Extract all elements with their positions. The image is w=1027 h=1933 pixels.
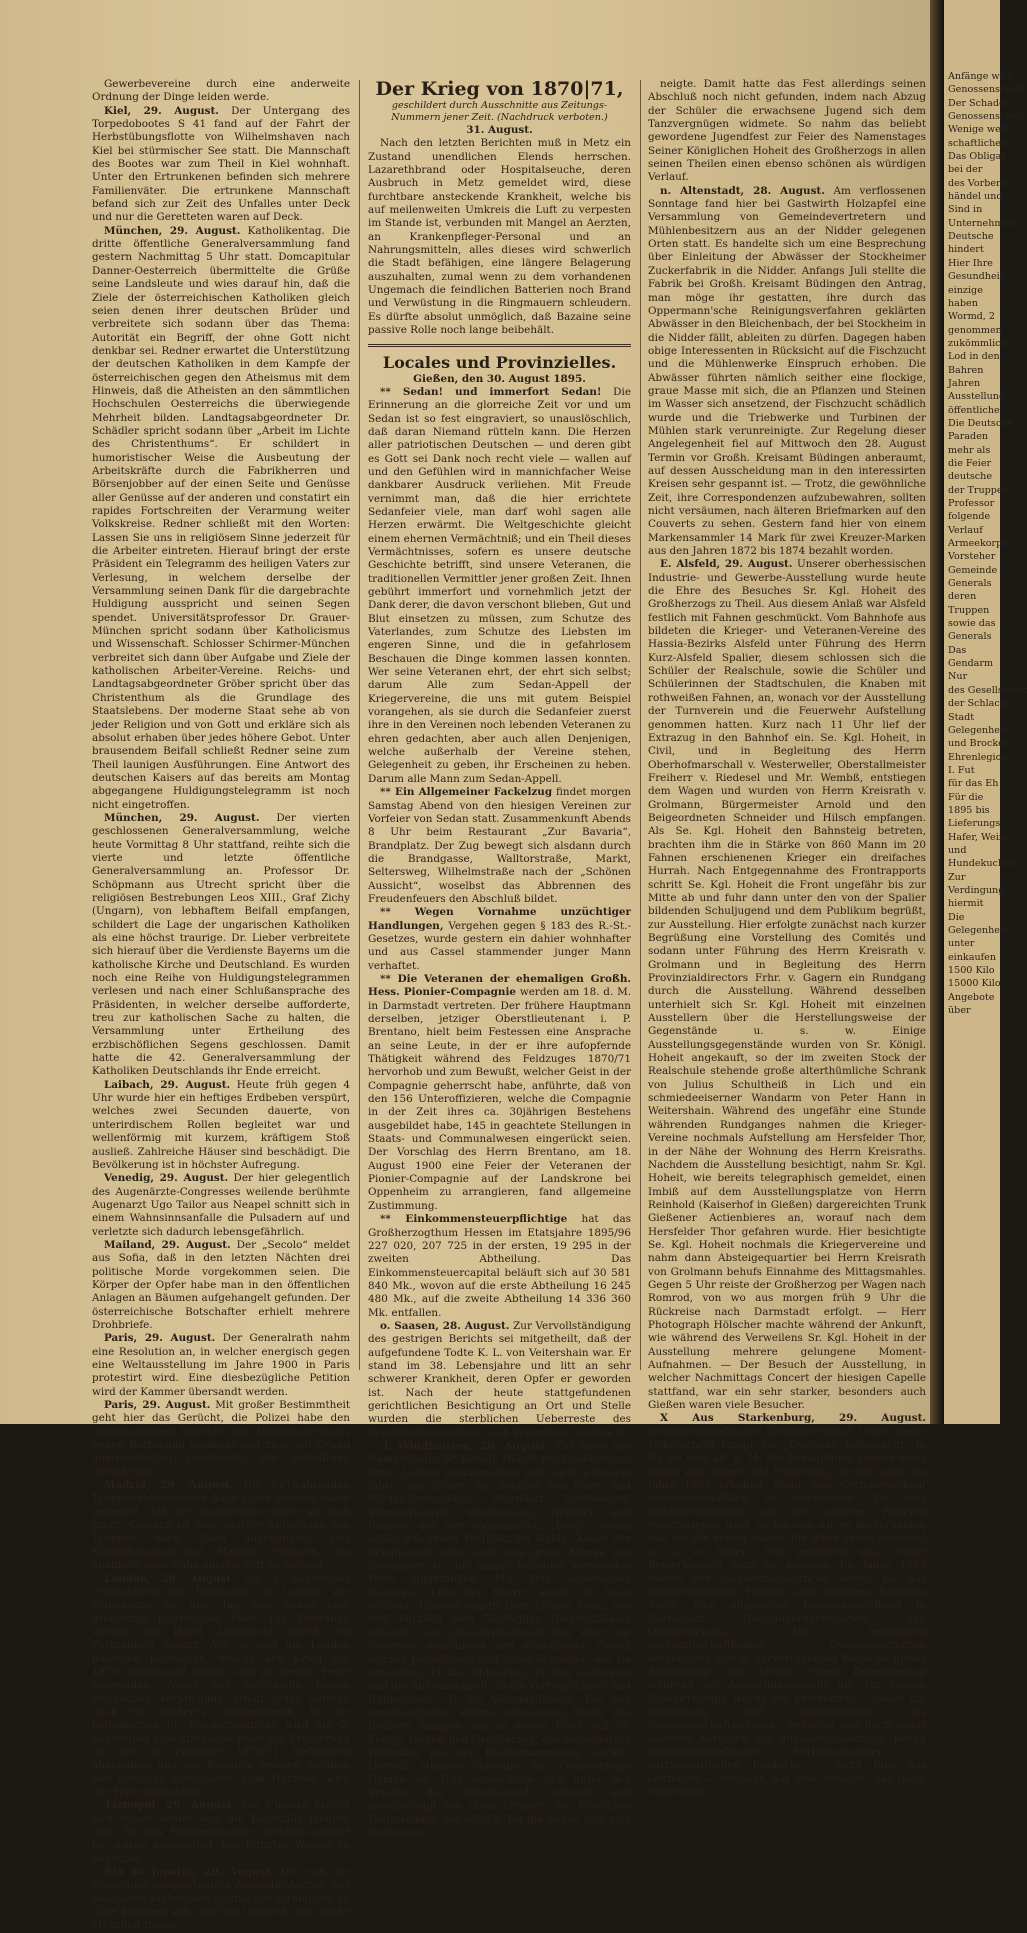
adjacent-page-fragment: folgende xyxy=(948,511,991,523)
article-text: findet morgen Samstag Abend von den hiesigen Vereinen zur Vorfeier von Sedan statt. Zusammenkunft Abends 8 Uhr beim Restaurant „Zur Bavaria“, Brandplatz. Der Zug bewegt sich alsdann durch die Brandgasse, Walltorstraße, Markt, Seltersweg, Wilhelmstraße nach der „Schönen Aussicht“, woselbst das Abbrennen des Freudenfeuers den Abschluß bildet. xyxy=(368,786,631,905)
adjacent-page-fragment: Generals xyxy=(948,578,992,590)
adjacent-page-fragment: Der Schaden xyxy=(948,97,1011,109)
article-text: Unserer oberhessischen Industrie- und Gewerbe-Ausstellung wurde heute die Ehre des Besuches Sr. Kgl. Hoheit des Großherzogs zu Theil. Aus diesem Anlaß war Alsfeld festlich mit Fahnen geschmückt. Vom Bahnhofe aus bildeten die Krieger- und Veteranen-Vereine des Hassia-Bezirks Alsfeld unter Führung des Herrn Kurz-Alsfeld Spalier, diesem schlossen sich die Schüler der Realschule, sowie die Schüler und Schülerinnen der Stadtschulen, die Knaben mit rothweißen Fahnen, an, wonach vor der Ausstellung der Turnverein und die Feuerwehr Aufstellung genommen hatten. Kurz nach 11 Uhr lief der Extrazug in den Bahnhof ein. Se. Kgl. Hoheit, in Civil, und in Begleitung des Herrn Oberhofmarschall v. Westerweller, Oberstallmeister Freiherr v. Riedesel und Mr. Wembß, entstiegen dem Wagen und wurden von Herrn Kreisrath v. Grolmann, Bürgermeister Arnold und den Beigeordneten Schneider und Hilsch empfangen. Als Se. Kgl. Hoheit den Bahnsteig betreten, brachten ihm die in Stärke von 860 Mann im 20 Fahnen erschienenen Krieger ein dreifaches Hurrah. Nach Entgegennahme des Frontrapports schritt Se. Kgl. Hoheit die Front ungefähr bis zur Mitte ab und fuhr dann unter den von der Spalier bildenden Schuljugend und dem Publikum begrüßt, zur Ausstellung. Hier erfolgte zunächst nach kurzer Begrüßung eine Vorstellung des Comités und sodann unter Führung des Herrn Kreisrath v. Grolmann und in Begleitung des Herrn Provinzialdirectors Frhr. v. Gagern ein Rundgang durch die Ausstellung. Während desselben unterhielt sich Sr. Kgl. Hoheit mit einzelnen Ausstellern über die Herstellungsweise der Gegenstände u. s. w. Einige Ausstellungsgegenstände wurden von Sr. Königl. Hoheit angekauft, so der im zweiten Stock der Realschule stehende große alterthümliche Schrank von Julius Schultheiß in Lich und ein schmiedeeiserner Wandarm von Peter Hann in Weitershain. Während des ungefähr eine Stunde währenden Rundganges nahmen die Krieger-Vereine nochmals Aufstellung am Hersfelder Thor, in der Nähe der Wohnung des Herrn Kreisraths. Nachdem die Ausstellung besichtigt, nahm Sr. Kgl. Hoheit, wie bereits telegraphisch gemeldet, einen Imbiß auf dem Ausstellungsplatze von Herrn Reinhold (Kaiserhof in Gießen) dargereichten Trunk Gießener Actienbieres an, worauf nach dem Hersfelder Thor gefahren wurde. Hier besichtigte Se. Kgl. Hoheit nochmals die Kriegervereine und nahm dann Absteigequartier bei Herrn Kreisrath von Grolmann behufs Einnahme des Mittagsmahles. Gegen 5 Uhr reiste der Großherzog per Wagen nach Romrod, von wo aus morgen früh 9 Uhr die Rückreise nach Darmstadt erfolgt. — Herr Photograph Hölscher machte während der Ankunft, wie während des Verweilens Sr. Kgl. Hoheit in der Ausstellung mehrere gelungene Moment-Aufnahmen. — Der Besuch der Ausstellung, in welcher Nachmittags Concert der hiesigen Capelle stattfand, war ein sehr starker, besonders auch Gießen waren viele Besucher. xyxy=(648,558,926,1412)
adjacent-page-fragment: des Gesellschaft xyxy=(948,684,1027,696)
news-article xyxy=(92,1866,350,1933)
adjacent-page-fragment: Zur xyxy=(948,871,966,883)
adjacent-page-fragment: Gelegenheit xyxy=(948,925,1007,936)
adjacent-page-fragment: sowie das xyxy=(948,618,996,630)
adjacent-page-fragment: Stadt xyxy=(948,711,975,723)
article-dateline: n. Altenstadt, 28. August. xyxy=(660,184,825,197)
article-text: Zur Vervollständigung des gestrigen Berichts sei mitgetheilt, daß der aufgefundene Todte K. L. von Veitershain war. Er stand im 38. Lebensjahre und litt an sehr schwerer Krankheit, deren Opfer er geworden ist. Nach der heute stattgefundenen gerichtlichen Besichtigung an Ort und Stelle wurden die sterblichen Ueberreste des Bemitleidenswerthen nach Veitershain verbracht. xyxy=(368,1319,631,1439)
adjacent-page-fragment: die Feier xyxy=(948,457,992,469)
adjacent-page-fragment: hiermit xyxy=(948,898,984,910)
article-text: Katholikentag. Die dritte öffentliche Generalversammlung fand gestern Nachmittag 5 Uhr statt. Domcapitular Danner-Oesterreich übermittelte die Grüße seine Landsleute und wies darauf hin, daß die Ziele der österreichischen Katholiken gleich seien denen ihrer deutschen Brüder und verbreitete sich sodann über das Thema: Autorität ein Begriff, der ohne Gott nicht denkbar sei. Redner erwartet die Unterstützung der deutschen Katholiken in dem Kampfe der österreichischen gegen den Atheismus mit dem Hinweis, daß die Atheisten an den sämmtlichen Hochschulen Oesterreichs die überwiegende Mehrheit bilden. Landtagsabgeordneter Dr. Schädler spricht sodann über „Arbeit im Lichte des Christenthums“. Er schildert in humoristischer Weise die Ausbeutung der Arbeitskräfte durch die Fabrikherren und Börsenjobber auf der einen Seite und Genüsse aller Genüsse auf der anderen und constatirt ein rapides Fortschreiten der Verarmung weiter Volkskreise. Redner schließt mit den Worten: Lassen Sie uns in religiösem Sinne jederzeit für die Arbeiter eintreten. Hierauf bringt der erste Präsident ein Telegramm des heiligen Vaters zur Verlesung, in welchem derselbe der Versammlung seinen Dank für die dargebrachte Huldigung ausspricht und seinen Segen spendet. Universitätsprofessor Dr. Grauer-München spricht sodann über Katholicismus und Wissenschaft. Schlosser Schirmer-München verbreitet sich dann über Aufgabe und Ziele der katholischen Arbeiter-Vereine. Reichs- und Landtagsabgeordneter Gröber spricht über das Christenthum als die Grundlage des Staatslebens. Der moderne Staat sehe ab von jeder Religion und von Gott und erkläre sich als absolut erhaben über jedes höhere Gebot. Unter brausendem Beifall schließt Redner seine zum Theil launigen Ausführungen. Eine Antwort des deutschen Kaisers auf das bereits am Montag abgegangene Huldigungstelegramm ist noch nicht eingetroffen. xyxy=(92,224,350,811)
war-series-text: Nach den letzten Berichten muß in Metz ein Zustand unendlichen Elends herrschen. Lazarethbrand oder Hospitalseuche, deren Ausbruch in Metz gemeldet wird, diese furchtbare ansteckende Krankheit, welche bis auf meilenweiten Umkreis die Luft zu verpesten im Stande ist, verbunden mit Mangel an Aerzten, an Krankenpfleger-Personal und an Nahrungsmitteln, alles dieses wird schwerlich die Stadt befähigen, eine längere Belagerung auszuhalten, zumal wenn zu dem vorhandenen Ungemach die feindlichen Batterien noch Brand und Verwüstung in die Ringmauern schleudern. Es dürfte absolut unmöglich, daß Bazaine seine passive Rolle noch lange beibehält. xyxy=(368,137,631,337)
adjacent-page-fragment: deren xyxy=(948,591,977,603)
adjacent-page-fragment: Gesundheit xyxy=(948,271,1004,283)
adjacent-page-fragment: Bahren xyxy=(948,364,984,376)
adjacent-page-fragment: Wormd, 2 xyxy=(948,311,996,323)
adjacent-page-fragment: Das Obligat xyxy=(948,151,1006,163)
article-dateline: Tarnopol, 29. August. xyxy=(104,1799,236,1812)
article-dateline: Paris, 29. August. xyxy=(104,1332,216,1345)
adjacent-page-fragment: Verdingung xyxy=(948,884,1005,896)
news-article xyxy=(368,1440,631,1840)
local-dateline: Gießen, den 30. August 1895. xyxy=(413,372,586,385)
news-article xyxy=(368,1320,631,1440)
war-series-title: Der Krieg von 1870|71, xyxy=(375,78,624,100)
adjacent-page-fragment: hindert xyxy=(948,244,984,256)
article-text: Der von der Regierung ausgearbeitete Amnestie-Antrag, der besonders zahlreichen politischen Sträflingen zu Gute kommen soll, wird im Congreß eine große Mehrheit finden. xyxy=(92,1866,350,1932)
article-text: hat das Großherzogthum Hessen im Etatsjahre 1895/96 227 020, 207 725 in der ersten, 19 295 in der zweiten Abtheilung. Das Einkommensteuercapital beläuft sich auf 30 581 840 Mk., wovon auf die erste Abtheilung 16 245 480 Mk., auf die zweite Abtheilung 14 336 360 Mk. entfallen. xyxy=(368,1213,631,1319)
news-article xyxy=(368,786,631,906)
article-text: Der vierten geschlossenen Generalversammlung, welche heute Vormittag 8 Uhr stattfand, reihte sich die vierte und letzte öffentliche Generalversammlung an. Professor Dr. Schöpmann aus Utrecht spricht über die religiösen Bestrebungen Leos XIII., Graf Zichy (Ungarn), von lebhaftem Beifall empfangen, schildert die Lage der ungarischen Katholiken als eine höchst traurige. Dr. Lieber verbreitete sich hierauf über die Verdienste Bayerns um die katholische Kirche und Deutschland. Es wurden noch eine Reihe von Huldigungstelegrammen verlesen und nach einer Schlußansprache des Präsidenten, in welcher derselbe aufforderte, treu zur katholischen Sache zu halten, die Versammlung unter Ertheilung des erzbischöflichen Segens geschlossen. Damit hatte die 42. Generalversammlung der Katholiken Deutschlands ihr Ende erreicht. xyxy=(92,811,350,1078)
adjacent-page-fragment: Hundekuchen xyxy=(948,858,1016,870)
news-article xyxy=(92,1479,350,1572)
adjacent-page-fragment: Gelegenheit xyxy=(948,724,1007,736)
war-series-subtitle: geschildert durch Ausschnitte aus Zeitungs-Nummern jener Zeit. (Nachdruck verboten.) xyxy=(391,100,608,123)
article-dateline: ** Sedan! und immerfort Sedan! xyxy=(380,385,602,398)
war-series-date: 31. August. xyxy=(466,124,533,136)
adjacent-page-fragment: Hafer, Weize xyxy=(948,831,1010,843)
adjacent-page-fragment: händel und xyxy=(948,191,1003,203)
column-war-and-local xyxy=(368,78,632,1839)
adjacent-page-fragment: Ehrenlegion xyxy=(948,751,1008,763)
news-article xyxy=(368,1213,631,1320)
adjacent-page-fragment: Jahren xyxy=(948,377,981,389)
adjacent-page-fragment: einzige xyxy=(948,284,983,296)
adjacent-page-fragment: Lieferungs xyxy=(948,818,1001,830)
article-dateline: ** Wegen Vornahme unzüchtiger Handlungen, xyxy=(368,906,631,932)
article-text: Am verflossenen Sonntage fand hier bei Gastwirth Holzapfel eine Versammlung von Gemeindevertretern und Mühlenbesitzern aus an der Nidder gelegenen Orten statt. Es handelte sich um eine Besprechung über Einleitung der Abwässer der Stockheimer Zuckerfabrik in die Nidder. Anfangs Juli stellte die Fabrik bei Großh. Kreisamt Büdingen den Antrag, man möge ihr gestatten, ihre durch das Oppermann'sche Reinigungsverfahren geklärten Abwässer in den Bleichenbach, der bei Stockheim in die Nidder fällt, ableiten zu dürfen. Dagegen haben obige Interessenten in Rücksicht auf die Fischzucht und die Mühlenwerke Einspruch erhoben. Die Abwässer führten nämlich seither eine flockige, graue Masse mit sich, die an Pflanzen und Steinen im Wasser sich ansetzend, der Fischzucht schädlich wurde und die Triebwerke und Turbinen der Mühlen stark verunreinigte. Zur Regelung dieser Angelegenheit fiel auf Mittwoch den 28. August Termin vor Großh. Kreisamt Büdingen anberaumt, auf dessen Ausscheidung man in den interessirten Kreisen sehr gespannt ist. — Trotz, die gewöhnliche Zeit, ihre Correspondenzen aufzubewahren, sollten nicht versäumen, nach älteren Briefmarken auf den Couverts zu sehen. Gestern fand hier von einem Markensammler 14 Mark für zwei Kreuzer-Marken aus den Jahren 1872 bis 1874 bezahlt worden. xyxy=(648,184,926,558)
local-section-title: Locales und Provinzielles. xyxy=(382,352,617,372)
adjacent-page-fragment: einkaufen xyxy=(948,951,997,963)
adjacent-page-fragment: genommen xyxy=(948,324,1002,336)
article-dateline: Laibach, 29. August. xyxy=(104,1078,231,1091)
adjacent-page-fragment: und Brocken xyxy=(948,738,1011,750)
adjacent-page-fragment: Armeekorps xyxy=(948,538,1008,550)
article-dateline: München, 29. August. xyxy=(104,811,260,824)
article-dateline: Venedig, 29. August. xyxy=(104,1172,229,1185)
news-article xyxy=(92,1573,350,1800)
adjacent-page-fragment: Generals xyxy=(948,631,992,643)
adjacent-page-fragment: deutsche xyxy=(948,471,993,483)
adjacent-page-fragment: Lod in den xyxy=(948,351,1000,363)
article-text: Am 1. September veranstalten die Deutschen in London zur Erinnerung an den Tag von Sedan eine großartige patriotische Feier. Die Veteranen werden im Hotel Lambrecht durch ein Festbankett geehrt. Alle in und um London lebenden Deutschen, welche den Krieg von 1870 mitgemacht haben, sind zu diesem Feste eingeladen. Außer der vollständig freien, reichlichen Verpflegung erhält jeder Veteran noch ein größeres Geldgeschenk. In der katholischen St. Bonifaciuskirche wird am 2. September eine kirchliche Feier zur Erinnerung an die im Feldzuge 1870/71 Gefallenen abgehalten und ein Requiem gelesen werden. Der deutsche Botschafter, Graf Hatzfeld, wird der Feier beiwohnen. xyxy=(92,1572,350,1798)
news-article xyxy=(92,1079,350,1172)
adjacent-page-fragment: Anfänge wich xyxy=(948,71,1015,82)
news-article xyxy=(368,973,631,1213)
adjacent-page-fragment: über xyxy=(948,1005,971,1017)
article-text: Der „Secolo“ meldet aus Sofia, daß in den letzten Nächten drei politische Morde vorgekommen seien. Die Körper der Opfer habe man in den öffentlichen Anlagen an Bäumen aufgehangelt gefunden. Der österreichische Botschafter erhielt mehrere Drohbriefe. xyxy=(92,1238,350,1331)
adjacent-page-fragment: Vorsteher xyxy=(948,551,996,563)
news-article xyxy=(92,812,350,1079)
adjacent-page-fragment: 1500 Kilo xyxy=(948,965,995,977)
adjacent-page-fragment: Wenige weiß xyxy=(948,124,1011,136)
column-divider xyxy=(640,80,641,1370)
adjacent-page-fragment: der Schlacht xyxy=(948,698,1010,710)
adjacent-page-fragment: Angebote xyxy=(948,991,995,1003)
adjacent-page-fragment: Ausstellung xyxy=(948,391,1006,403)
news-article xyxy=(648,558,926,1412)
article-dateline: Paris, 29. August. xyxy=(104,1399,211,1412)
article-dateline: ** Ein Allgemeiner Fackelzug xyxy=(380,786,553,799)
adjacent-page-fragment: bei der xyxy=(948,164,983,176)
adjacent-page-fragment: Für die xyxy=(948,791,984,803)
adjacent-page-fragment: Paraden xyxy=(948,431,989,443)
article-text: werden am 18. d. M. in Darmstadt vertreten. Der frühere Hauptmann derselben, jetziger Oberstlieutenant i. P. Brentano, hielt beim Festessen eine Ansprache an seine Leute, in der er ihre aufopfernde Thätigkeit während des Feldzuges 1870/71 hervorhob und zum Bewußt, welcher Geist in der Compagnie geherrscht habe, anführte, daß von den 156 Unteroffizieren, welche die Compagnie in der Zeit ihres ca. 30jährigen Bestehens ausgebildet habe, 145 in geachtete Stellungen in Staats- und Communalwesen eingerückt seien. Der Vorschlag des Herrn Brentano, am 18. August 1900 eine Feier der Veteranen der Pionier-Compagnie auf der Landskrone bei Oppenheim zu arrangieren, fand allgemeine Zustimmung. xyxy=(368,986,632,1212)
column-news-telegrams xyxy=(92,78,351,1932)
column-divider xyxy=(359,80,360,1370)
news-article xyxy=(92,1239,350,1332)
article-text: Die Erinnerung an die glorreiche Zeit vor und um Sedan ist so fest eingraviert, so unauslöschlich, daß daran Niemand rütteln kann. Die Herzen aller patriotischen Deutschen — und deren gibt es Gott sei Dank noch recht viele — wallen auf und den Gefühlen wird in mannichfacher Weise dankbarer Ausdruck verliehen. Mit Freude vernimmt man, daß die hier errichtete Sedanfeier viele, man darf wohl sagen alle Herzen erwärmt. Die Weltgeschichte gleicht einem ehernen Vermächtniß; und ein Theil dieses Vermächtnisses, sofern es unsere deutsche Geschichte betrifft, sind unsere Veteranen, die traditionellen Vermittler jener großen Zeit. Ihnen gebührt immerfort und vornehmlich jetzt der Dank derer, die davon verschont blieben, Gut und Blut einsetzen zu müssen, zum Schutze des Vaterlandes, zum Schutze des Liebsten im engeren Sinne, und die in gefahrlosem Beschauen die Dinge kommen lassen konnten. Wer seine Veteranen ehrt, der ehrt sich selbst; darum Alle zum Sedan-Appell der Kriegervereine, die uns mit gutem Beispiel vorangehen, als sie durch die Sedanfeier zuerst ihre in den Vereinen noch lebenden Veteranen zu ehren gedachten, aber auch allen Denjenigen, welche außerhalb der Vereine stehen, Gelegenheit zu geben, ihr Erscheinen zu heben. Darum alle Mann zum Sedan-Appell. xyxy=(368,385,631,785)
article-text: neigte. Damit hatte das Fest allerdings seinen Abschluß noch nicht gefunden, indem nach Abzug der Schüler die erwachsene Jugend sich dem Tanzvergnügen widmete. So nahm das beliebt gewordene Jugendfest zur Feier des Namenstages Seiner Königlichen Hoheit des Großherzogs in allen seinen Theilen einen ebenso schönen als würdigen Verlauf. xyxy=(648,78,926,184)
adjacent-page-fragment: 15000 Kilo xyxy=(948,978,1001,990)
news-article xyxy=(368,386,631,786)
news-article xyxy=(92,225,350,812)
local-news-list xyxy=(368,386,631,1840)
adjacent-page-fragment: Hier Ihre xyxy=(948,257,993,269)
article-text: Gewerbevereine durch eine anderweite Ordnung der Dinge leiden werde. xyxy=(92,78,350,104)
adjacent-page-fragment: und xyxy=(948,844,967,856)
section-divider xyxy=(368,344,631,347)
adjacent-page-text xyxy=(948,70,1027,1017)
article-dateline: X Aus Starkenburg, 29. August. xyxy=(660,1412,926,1425)
article-dateline: Kiel, 29. August. xyxy=(104,104,219,117)
adjacent-page-fragment: unter xyxy=(948,938,975,950)
article-text: Die fortwährenden Truppenabsendungen nach Cuba werden dahin gedeutet, daß die Insurrection weiter um sich greift. Gestern ist eine weitere Abtheilung von Truppen nach Cuba abgegangen. Das Königsbataillon hat Madrid verlassen, um ebenfalls nach Cuba eingeschifft zu werden. xyxy=(92,1479,350,1572)
adjacent-page-fragment: Die Deutsche xyxy=(948,417,1014,429)
article-dateline: ** Die Veteranen der ehemaligen Großh. Hess. Pionier-Compagnie xyxy=(368,972,631,999)
adjacent-page-fragment: 1895 bis xyxy=(948,804,990,816)
adjacent-page-fragment: für das Eh xyxy=(948,778,999,790)
adjacent-page-fragment: Verlauf xyxy=(948,524,983,536)
adjacent-page-fragment: Das xyxy=(948,644,967,656)
news-article xyxy=(92,1172,350,1239)
adjacent-page-fragment: des Vorberei xyxy=(948,177,1010,189)
news-article xyxy=(92,78,350,105)
adjacent-page-fragment: Sind in xyxy=(948,204,983,216)
news-article xyxy=(92,105,350,225)
adjacent-page-fragment: Genossenschaft xyxy=(948,84,1025,96)
adjacent-page-fragment: haben xyxy=(948,297,978,309)
news-article xyxy=(648,185,926,559)
article-dateline: München, 29. August. xyxy=(104,224,241,237)
article-dateline: ** Einkommensteuerpflichtige xyxy=(380,1213,568,1226)
article-dateline: E. Alsfeld, 29. August. xyxy=(660,558,793,571)
article-text: Der hier gelegentlich des Augenärzte-Congresses weilende berühmte Augenarzt Ugo Tailor aus Neapel schnitt sich in einem Wahnsinnsanfalle die Pulsadern auf und verletzte sich dadurch lebensgefährlich. xyxy=(92,1172,350,1238)
article-text: Genossenschaftlicher Getreideverkauf. Unter dieser Ueberschrift bringt die „Deutsche Volkswacht“ in Nr. 66 vom 28. d. M. die Behauptung: Immer mehr bricht sich unsere alte Forderung, die wir schon im Jahre 1890 erhoben, Bahn, den Getreideverkauf genossenschaftlich zu organisiren. Da dies selbstverständlich von den anderen Parteien verschwiegen wird, so müssen wir es hervorheben, daß wir die ersten waren, die diese Frage angeregt u. s. w. haben. Wir gestatten uns, einige Bemerkungen dazu zu machen: Im Jahre 1883 feierte der landwirthschaftliche Verein für das Großherzogthum Hessen sein goldenes Jubiläum durch eine allgemeine Landesausstellung in Darmstadt (Bessungerherrngarten und Orangeriehaus). Die hessischen landwirthschaftlichen Genossenschaften betheiligten sich in hervorragender Weise an dieser Ausstellung und hielten einen Delegirtentag während der Ausstellungswoche ab. Auf diesem Delegirtentage wurde ein Festvortrag: „Ueber die Entstehung und Entwickelung des Genossenschaftswesens“, gehalten und darin unter anderen Anträgen der genossenschaftliche Bezug landwirthschaftlicher Verbrauchsgüter — wirthschaftlichen Producte — nicht blos des Getreides — verlangt, mit dem Anfügen, daß diese Forderung xyxy=(648,1425,926,1798)
page-gutter xyxy=(930,0,944,1424)
article-dateline: o. Saasen, 28. August. xyxy=(380,1319,510,1332)
article-text: Die Cholera breitet sich immer weiter aus; die Todesfälle mehren sich. Da das Brunnenwasser ebenfalls inficirt ist, wurde angeordnet, nur filtrirtes Wasser zu benutzen. xyxy=(92,1799,350,1865)
article-text: Der Untergang des Torpedobootes S 41 fand auf der Fahrt der Herbstübungsflotte von Wilhelmshaven nach Kiel bei stürmischer See statt. Die Mannschaft des Bootes war zum Theil in Kiel wohnhaft. Unter den Ertrunkenen befinden sich mehrere Familienväter. Die ertrunkene Mannschaft befand sich zur Zeit des Unfalles unter Deck und nur die Geretteten waren auf Deck. xyxy=(92,104,350,224)
news-article xyxy=(92,1332,350,1399)
article-dateline: Mailand, 29. August. xyxy=(104,1238,231,1251)
adjacent-page-fragment: schaftlichen xyxy=(948,137,1008,149)
adjacent-page-fragment: Deutsche xyxy=(948,231,994,243)
article-dateline: Rio de Janeiro, 29. August. xyxy=(104,1866,274,1879)
adjacent-page-fragment: mehr als xyxy=(948,444,991,456)
article-text: Heute früh gegen 4 Uhr wurde hier ein heftiges Erdbeben verspürt, welches zwei Secunden dauerte, von unterirdischem Rollen begleitet war und wellenförmig mit kurzem, kräftigem Stoß ausließ. Zahlreiche Häuser sind beschädigt. Die Bevölkerung ist in höchster Aufregung. xyxy=(92,1078,351,1171)
article-dateline: London, 29. August. xyxy=(104,1572,235,1585)
adjacent-page-fragment: Gemeinde xyxy=(948,564,998,576)
adjacent-page-fragment: I. Fut xyxy=(948,764,975,776)
adjacent-page-fragment: Die xyxy=(948,911,965,923)
adjacent-page-fragment: Genossenschaft xyxy=(948,111,1025,123)
adjacent-page-fragment: der Truppen xyxy=(948,484,1009,496)
news-article xyxy=(92,1399,350,1479)
column-provincial-news xyxy=(648,78,926,1798)
article-text: Vergehen gegen § 183 des R.-St.-Gesetzes, wurde gestern ein dahier wohnhafter und aus Cassel stammender junger Mann verhaftet. xyxy=(368,919,631,972)
news-article xyxy=(368,906,631,973)
adjacent-page-fragment: Truppen xyxy=(948,604,990,616)
adjacent-page-fragment: zukömmlich xyxy=(948,337,1007,349)
article-text: Der Generalrath nahm eine Resolution an, in welcher energisch gegen eine Weltausstellung im Jahre 1900 in Paris protestirt wird. Eine diesbezügliche Petition wird der Kammer übersandt werden. xyxy=(92,1332,351,1398)
article-dateline: -l. Windhausen, 28. August. xyxy=(380,1440,550,1452)
adjacent-page-fragment: Professor xyxy=(948,498,995,509)
article-text: Mit großer Bestimmtheit geht hier das Gerücht, die Polizei habe den muthmaßlichen Urheber des Attentatsversuchs gegen Rothschild entdeckt und zwar auf Grund anarchistischer Drohbriefe. Die Verhaftung steht bevor. xyxy=(92,1399,350,1478)
news-article xyxy=(648,78,926,185)
article-text: Zur Feier des Namenstages Sr. Königl. Hoheit des Großherzogs Ernst Ludwig versammelten sich auch in diesem Jahre, wie früher, die Schulen von Ober- und Nieder-Breitenbach, Storndorf, Strebendorf, Stumpertenrod, Windhausen, Helbrich und Romrod auf der sogenannten „Berg“, einem schön gelegenen Festplatz im Walde. Außer der Schuljugend hatte sich eine große Menge von Festgästen zu der immer beliebter werdenden Feier eingefunden. Mit dem allgemeinen Gesange: „Lobe den Herrn“ wurde die Feier eröffnet. Hieraus ergriff Herr Lehrer Stein, der erst kürzlich sein 50jähriges Dienstjubiläum gefeiert, von Ober-Breitenbach das Wort zur Festrede, ausführend den erziehlichen Zweck solcher Jugendfeste und dabei betonend, wie sie erwecken: 1) das Mitgefühl, 2) den Gehorsam und die Aufständigkeit, 3) die Verträglichkeit und Duldsamkeit, 4) die Vaterlandsliebe. Die von ungeheuchelter Wärme getragenen Worte des Redners klangen aus in einem Hoch auf Sr. Königl. Hoheit den Großherzog, das begeisterten Widerhall bei der Festversammlung weckte. Hierauf stimmte dieselbe die Großherzogs-Hymne an. Nun entwickelte sich unter den Spielen der Schuljugend, geleitet und beaufsichtigt von ihren Lehrern, ein fröhliches Festetreiben, das anhielt, bis die Sonne sich zum Untergang xyxy=(368,1440,631,1839)
adjacent-page-fragment: öffentliche xyxy=(948,404,1000,416)
article-dateline: Madrid, 29. August. xyxy=(104,1479,234,1492)
adjacent-page-fragment: Unternehmen xyxy=(948,217,1016,229)
news-article xyxy=(648,1412,926,1799)
adjacent-page-fragment: Gendarm xyxy=(948,658,994,670)
news-article xyxy=(92,1799,350,1866)
adjacent-page-edge xyxy=(944,0,1027,1424)
adjacent-page-fragment: Nur xyxy=(948,671,968,683)
